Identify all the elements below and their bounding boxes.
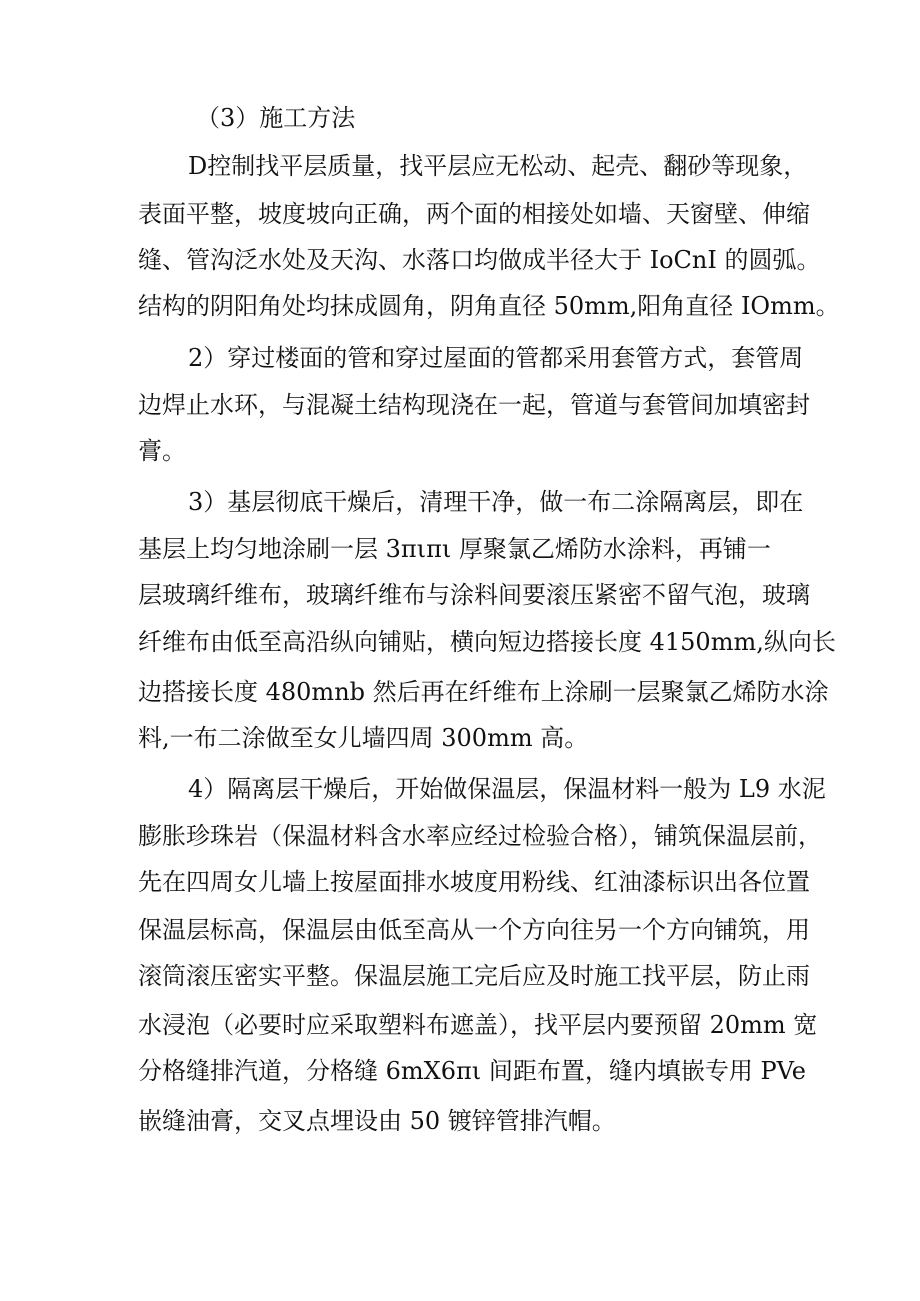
- paragraph-3-line-4: 纤维布由低至高沿纵向铺贴，横向短边搭接长度 4150mm,纵向长: [138, 628, 836, 656]
- paragraph-3-line-5: 边搭接长度 480mnb 然后再在纤维布上涂刷一层聚氯乙烯防水涂: [138, 678, 829, 706]
- paragraph-4-line-8: 嵌缝油膏，交叉点埋设由 50 镀锌管排汽帽。: [138, 1107, 616, 1135]
- paragraph-2-line-2: 边焊止水环，与混凝土结构现浇在一起，管道与套管间加填密封: [138, 391, 810, 419]
- paragraph-1-line-1: D控制找平层质量，找平层应无松动、起壳、翻砂等现象，: [188, 152, 808, 180]
- paragraph-1-line-2: 表面平整，坡度坡向正确，两个面的相接处如墙、天窗壁、伸缩: [138, 200, 810, 228]
- paragraph-2-line-1: 2）穿过楼面的管和穿过屋面的管都采用套管方式，套管周: [188, 344, 804, 372]
- paragraph-3-line-2: 基层上均匀地涂刷一层 3πιπι 厚聚氯乙烯防水涂料，再铺一: [138, 535, 771, 563]
- paragraph-2-line-3: 膏。: [138, 437, 186, 465]
- paragraph-4-line-1: 4）隔离层干燥后，开始做保温层，保温材料一般为 L9 水泥: [188, 775, 826, 803]
- paragraph-4-line-3: 先在四周女儿墙上按屋面排水坡度用粉线、红油漆标识出各位置: [138, 868, 810, 896]
- paragraph-1-line-3: 缝、管沟泛水处及天沟、水落口均做成半径大于 IoCnI 的圆弧。: [138, 246, 821, 274]
- paragraph-3-line-3: 层玻璃纤维布，玻璃纤维布与涂料间要滚压紧密不留气泡，玻璃: [138, 581, 810, 609]
- paragraph-4-line-2: 膨胀珍珠岩（保温材料含水率应经过检验合格），铺筑保温层前，: [138, 822, 822, 850]
- paragraph-3-line-6: 料,一布二涂做至女儿墙四周 300mm 高。: [138, 724, 589, 752]
- paragraph-4-line-4: 保温层标高，保温层由低至高从一个方向往另一个方向铺筑，用: [138, 916, 810, 944]
- section-heading: （3）施工方法: [196, 104, 356, 132]
- paragraph-4-line-5: 滚筒滚压密实平整。保温层施工完后应及时施工找平层，防止雨: [138, 962, 810, 990]
- paragraph-4-line-6: 水浸泡（必要时应采取塑料布遮盖），找平层内要预留 20mm 宽: [138, 1011, 818, 1039]
- paragraph-4-line-7: 分格缝排汽道，分格缝 6mX6πι 间距布置，缝内填嵌专用 PVe: [138, 1057, 806, 1085]
- paragraph-1-line-4: 结构的阴阳角处均抹成圆角，阴角直径 50mm,阳角直径 IOmm。: [138, 292, 840, 320]
- paragraph-3-line-1: 3）基层彻底干燥后，清理干净，做一布二涂隔离层，即在: [188, 488, 804, 516]
